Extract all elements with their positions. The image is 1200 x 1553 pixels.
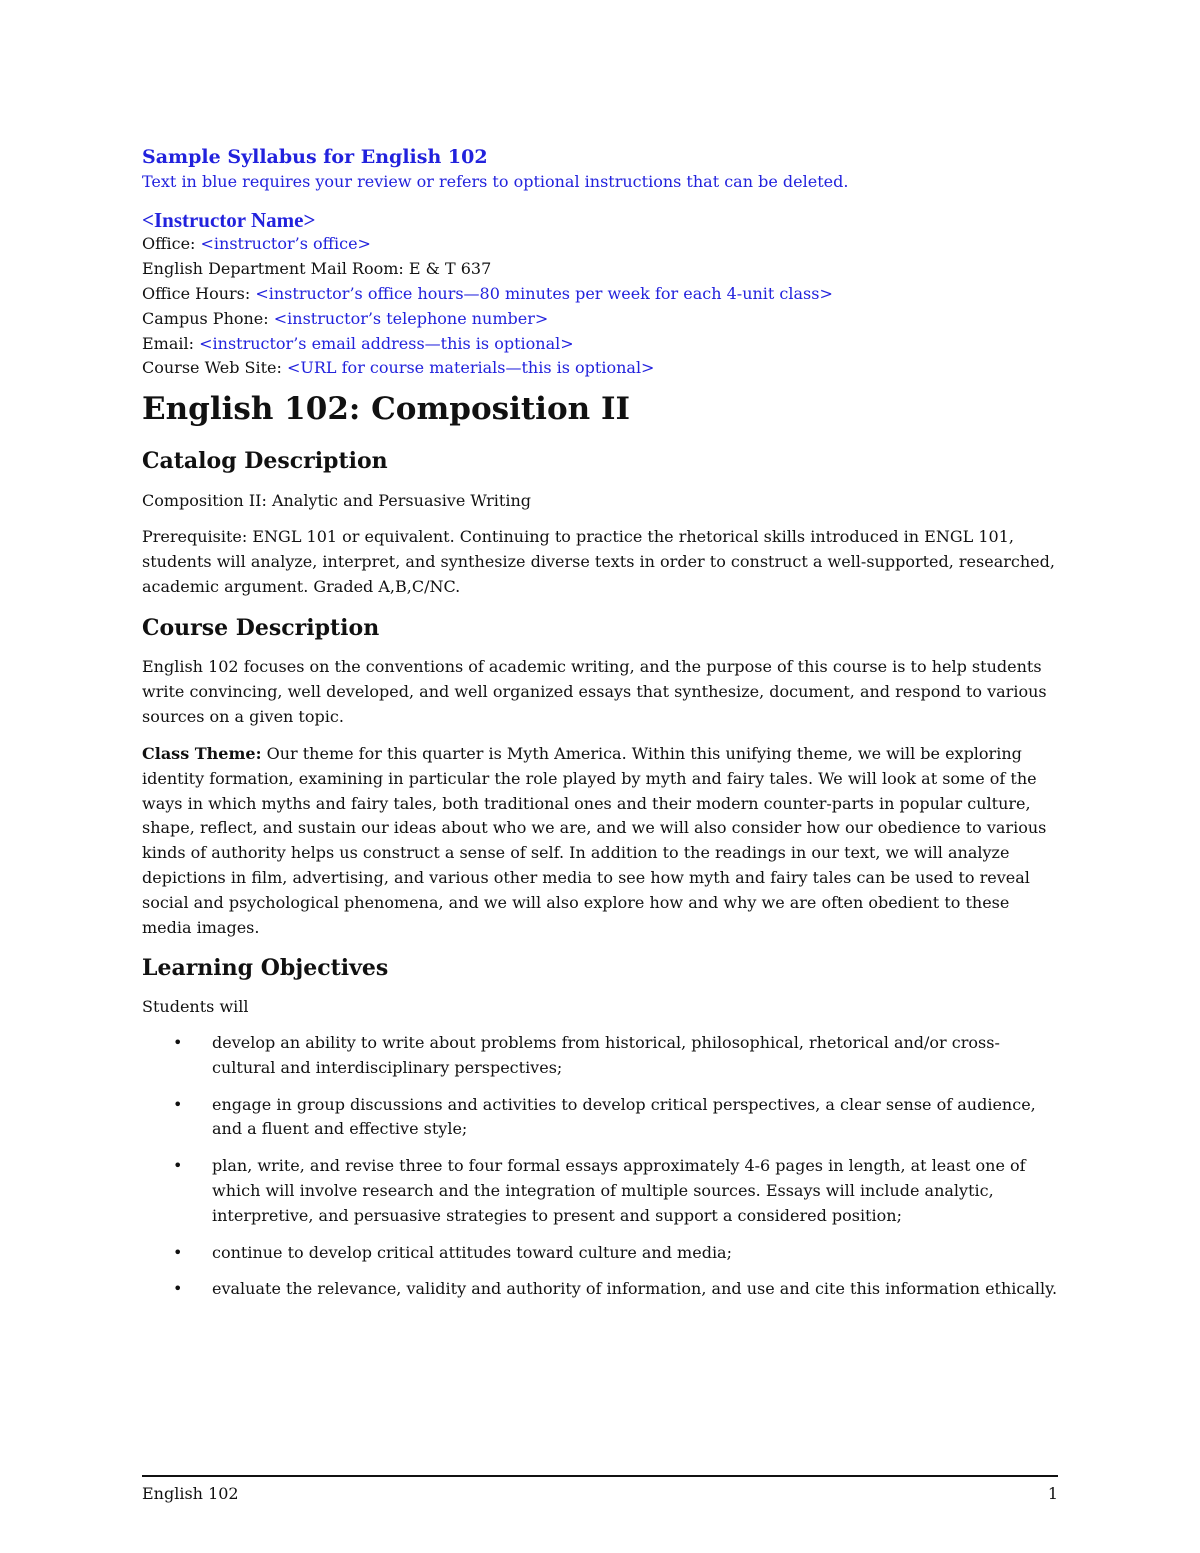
bullet-icon: • [173, 1242, 183, 1262]
list-item [142, 1154, 1058, 1228]
footer-page-number: 1 [1047, 1484, 1058, 1503]
bullet-icon: • [173, 1094, 183, 1114]
email-label: Email: [142, 334, 200, 353]
class-theme-text: Our theme for this quarter is Myth America. Within this unifying theme, we will be exploring identity formation, examining in particular the role played by myth and fairy tales. We will look at some of the ways in which myths and fairy tales, both traditional ones and their modern counter-parts in popular culture, shape, reflect, and sustain our ideas about who we are, and we will also consider how our obedience to various kinds of authority helps us construct a sense of self. In addition to the readings in our text, we will analyze depictions in film, advertising, and various other media to see how myth and fairy tales can be used to reveal social and psychological phenomena, and we will also explore how and why we are often obedient to these media images. [142, 744, 1047, 937]
syllabus-sample-title: Sample Syllabus for English 102 [142, 146, 488, 168]
mail-room-line: English Department Mail Room: E & T 637 [142, 259, 492, 278]
office-hours-label: Office Hours: [142, 284, 256, 303]
email-line [142, 334, 574, 354]
footer-course-name: English 102 [142, 1484, 239, 1503]
class-theme-paragraph [142, 742, 1058, 940]
office-hours-line [142, 284, 833, 304]
list-item [142, 1093, 1058, 1143]
list-item [142, 1031, 1058, 1081]
syllabus-page [142, 0, 1058, 1553]
objective-text: engage in group discussions and activities to develop critical perspectives, a clear sense of audience, and a fluent and effective style; [212, 1094, 1036, 1139]
catalog-subtitle: Composition II: Analytic and Persuasive Writing [142, 491, 531, 510]
objective-text: continue to develop critical attitudes toward culture and media; [212, 1242, 732, 1262]
office-hours-placeholder: <instructor’s office hours—80 minutes per week for each 4-unit class> [255, 284, 833, 303]
learning-objectives-list [142, 1031, 1058, 1314]
campus-phone-label: Campus Phone: [142, 309, 274, 328]
office-label: Office: [142, 234, 201, 253]
class-theme-label: Class Theme: [142, 744, 262, 763]
blue-text-instruction-note: Text in blue requires your review or refers to optional instructions that can be deleted. [142, 172, 849, 191]
course-description-text: English 102 focuses on the conventions of academic writing, and the purpose of this course is to help students write convincing, well developed, and well organized essays that synthesize, document, and respond to various sources on a given topic. [142, 657, 1047, 726]
email-placeholder: <instructor’s email address—this is optional> [199, 334, 574, 353]
catalog-description-heading: Catalog Description [142, 448, 388, 474]
course-description-heading: Course Description [142, 615, 380, 641]
learning-objectives-intro: Students will [142, 997, 249, 1016]
course-website-placeholder: <URL for course materials—this is optional> [286, 358, 655, 377]
instructor-name-placeholder: <Instructor Name> [142, 208, 316, 232]
office-line [142, 234, 371, 254]
campus-phone-line [142, 309, 548, 329]
course-website-label: Course Web Site: [142, 358, 287, 377]
campus-phone-placeholder: <instructor’s telephone number> [273, 309, 549, 328]
footer-divider [142, 1475, 1058, 1477]
objective-text: evaluate the relevance, validity and authority of information, and use and cite this information ethically. [212, 1279, 1058, 1299]
course-website-line [142, 358, 654, 378]
objective-text: plan, write, and revise three to four formal essays approximately 4-6 pages in length, at least one of which will involve research and the integration of multiple sources. Essays will include analytic, interpretive, and persuasive strategies to present and support a considered position; [212, 1156, 1026, 1225]
catalog-description-text: Prerequisite: ENGL 101 or equivalent. Continuing to practice the rhetorical skills introduced in ENGL 101, students will analyze, interpret, and synthesize diverse texts in order to construct a well-supported, researched, academic argument. Graded A,B,C/NC. [142, 527, 1055, 596]
course-title: English 102: Composition II [142, 391, 630, 427]
bullet-icon: • [173, 1033, 183, 1052]
list-item [142, 1277, 1058, 1302]
bullet-icon: • [173, 1279, 183, 1299]
learning-objectives-heading: Learning Objectives [142, 955, 389, 981]
office-placeholder: <instructor’s office> [200, 234, 371, 253]
objective-text: develop an ability to write about problems from historical, philosophical, rhetorical and/or cross-cultural and interdisciplinary perspectives; [212, 1033, 1000, 1077]
list-item [142, 1241, 1058, 1266]
bullet-icon: • [173, 1156, 183, 1176]
